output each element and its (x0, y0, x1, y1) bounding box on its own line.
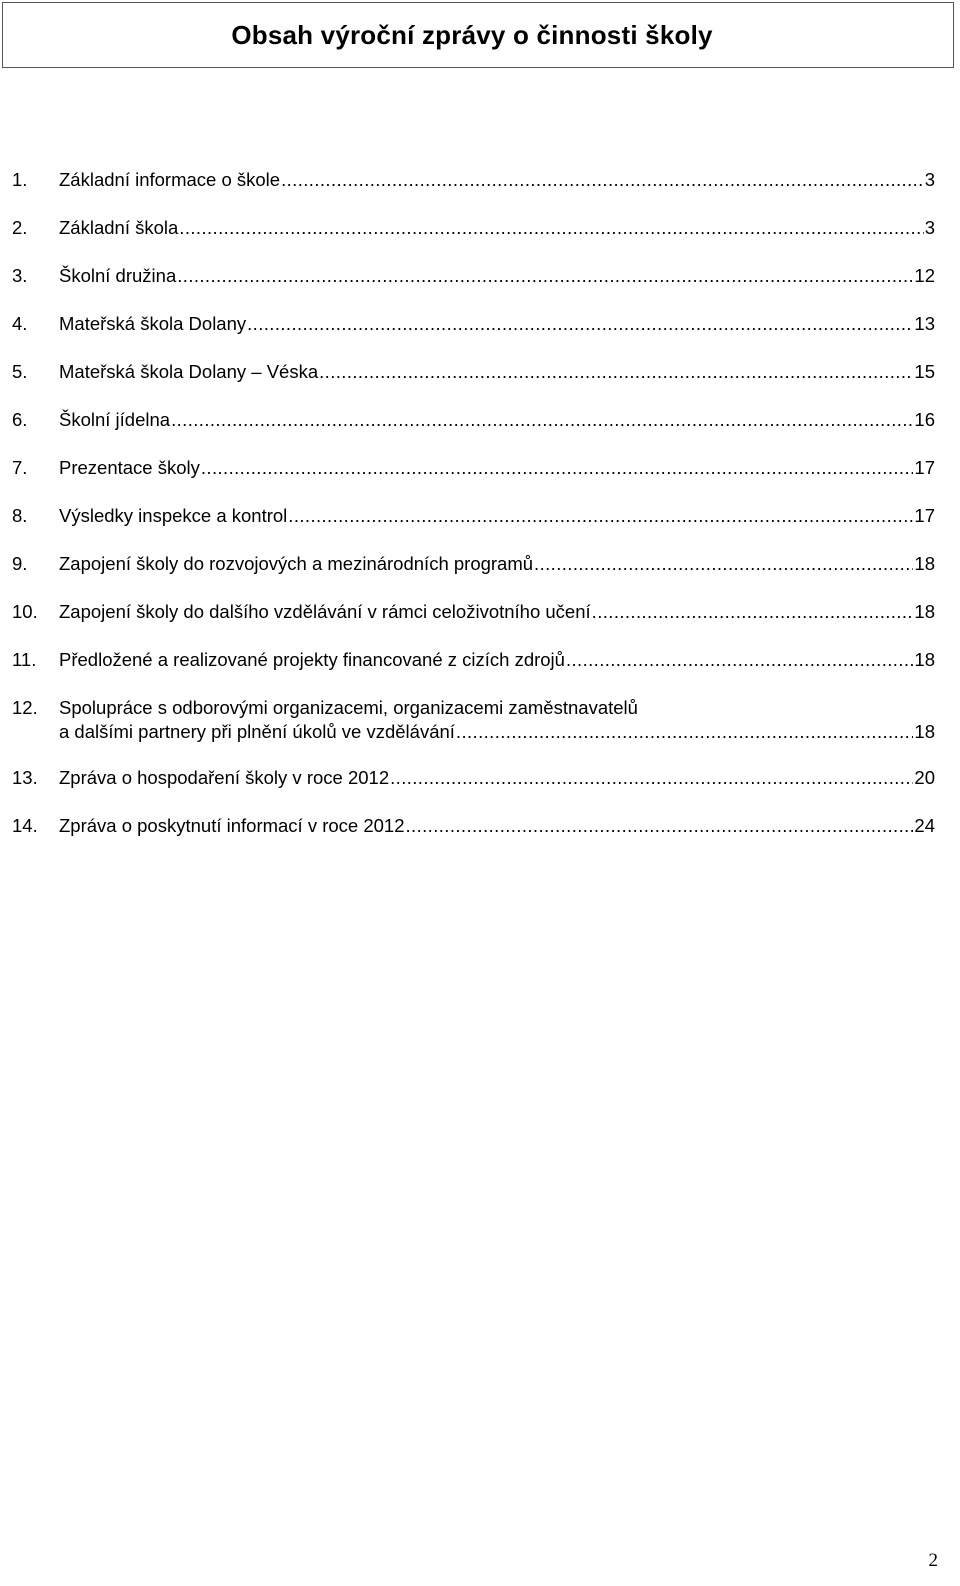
toc-entry-number: 4. (12, 313, 28, 334)
toc-entry-page: 3 (924, 169, 935, 190)
toc-entry-8[interactable] (12, 504, 935, 528)
toc-entry-title: Mateřská škola Dolany (59, 313, 247, 334)
toc-dot-leader (456, 720, 914, 744)
toc-dot-leader (177, 264, 913, 288)
toc-entry-title: Zpráva o hospodaření školy v roce 2012 (59, 767, 390, 788)
toc-entry-3[interactable] (12, 264, 935, 288)
toc-entry-title-line2: a dalšími partnery při plnění úkolů ve vzdělávání (59, 721, 455, 742)
toc-dot-leader (390, 766, 913, 790)
toc-entry-6[interactable] (12, 408, 935, 432)
toc-entry-1[interactable] (12, 168, 935, 192)
toc-entry-page: 3 (924, 217, 935, 238)
toc-entry-2[interactable] (12, 216, 935, 240)
toc-entry-page: 17 (914, 505, 935, 526)
toc-entry-page: 15 (914, 361, 935, 382)
toc-dot-leader (406, 814, 914, 838)
toc-entry-page: 18 (914, 721, 935, 742)
toc-entry-title: Zapojení školy do rozvojových a mezinárodních programů (59, 553, 534, 574)
toc-entry-title: Školní družina (59, 265, 177, 286)
toc-entry-number: 9. (12, 553, 28, 574)
toc-entry-number: 12. (12, 697, 38, 718)
document-title: Obsah výroční zprávy o činnosti školy (231, 19, 713, 50)
toc-dot-leader (247, 312, 913, 336)
toc-entry-12[interactable] (12, 696, 935, 744)
toc-entry-10[interactable] (12, 600, 935, 624)
toc-dot-leader (179, 216, 923, 240)
toc-entry-page: 12 (914, 265, 935, 286)
toc-entry-title: Základní škola (59, 217, 179, 238)
toc-entry-number: 3. (12, 265, 28, 286)
page-number: 2 (928, 1550, 938, 1571)
toc-dot-leader (319, 360, 913, 384)
toc-entry-number: 14. (12, 815, 38, 836)
toc-dot-leader (281, 168, 924, 192)
toc-dot-leader (566, 648, 913, 672)
toc-entry-title: Školní jídelna (59, 409, 171, 430)
toc-entry-title: Mateřská škola Dolany – Véska (59, 361, 319, 382)
toc-entry-number: 5. (12, 361, 28, 382)
toc-entry-number: 1. (12, 169, 28, 190)
toc-entry-14[interactable] (12, 814, 935, 838)
toc-entry-page: 17 (914, 457, 935, 478)
toc-entry-page: 16 (914, 409, 935, 430)
table-of-contents (12, 168, 935, 838)
toc-dot-leader (592, 600, 914, 624)
toc-entry-7[interactable] (12, 456, 935, 480)
toc-entry-13[interactable] (12, 766, 935, 790)
toc-entry-title: Základní informace o škole (59, 169, 281, 190)
toc-entry-number: 8. (12, 505, 28, 526)
toc-entry-title: Zpráva o poskytnutí informací v roce 2012 (59, 815, 405, 836)
toc-entry-number: 11. (12, 649, 37, 670)
toc-entry-page: 18 (914, 649, 935, 670)
toc-entry-11[interactable] (12, 648, 935, 672)
toc-entry-title: Výsledky inspekce a kontrol (59, 505, 288, 526)
toc-entry-number: 7. (12, 457, 28, 478)
toc-entry-number: 13. (12, 767, 38, 788)
toc-dot-leader (288, 504, 913, 528)
toc-entry-number: 2. (12, 217, 28, 238)
toc-entry-number: 6. (12, 409, 28, 430)
toc-entry-page: 18 (914, 553, 935, 574)
toc-entry-page: 24 (914, 815, 935, 836)
toc-entry-page: 20 (914, 767, 935, 788)
title-box (2, 2, 954, 68)
toc-dot-leader (534, 552, 913, 576)
toc-entry-page: 13 (914, 313, 935, 334)
toc-entry-page: 18 (914, 601, 935, 622)
toc-entry-number: 10. (12, 601, 38, 622)
toc-entry-5[interactable] (12, 360, 935, 384)
toc-entry-title: Předložené a realizované projekty financované z cizích zdrojů (59, 649, 565, 670)
toc-entry-title: Zapojení školy do dalšího vzdělávání v rámci celoživotního učení (59, 601, 591, 622)
toc-dot-leader (201, 456, 914, 480)
toc-entry-title-line1: Spolupráce s odborovými organizacemi, organizacemi zaměstnavatelů (59, 697, 638, 718)
toc-dot-leader (171, 408, 913, 432)
toc-entry-4[interactable] (12, 312, 935, 336)
toc-entry-9[interactable] (12, 552, 935, 576)
toc-entry-title: Prezentace školy (59, 457, 200, 478)
